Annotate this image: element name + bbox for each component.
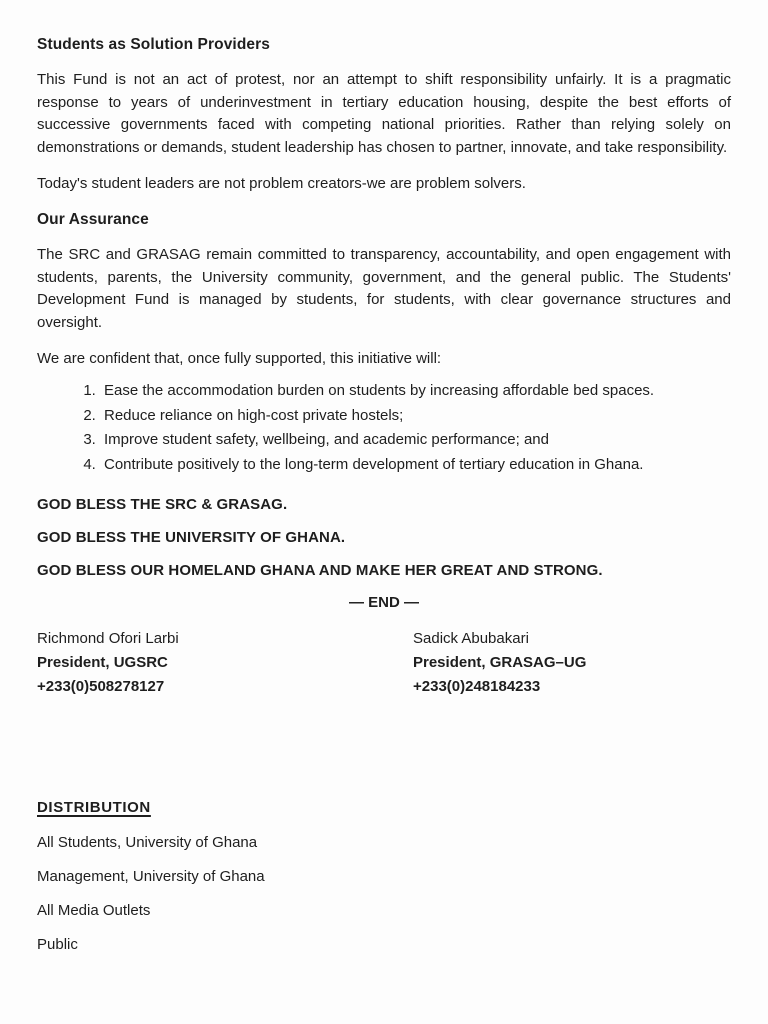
signatory-name: Richmond Ofori Larbi (37, 630, 179, 647)
distribution-item: All Students, University of Ghana (37, 834, 258, 851)
bless-line-university-of-ghana: GOD BLESS THE UNIVERSITY OF GHANA. (37, 529, 346, 546)
paragraph-initiative-intro: We are confident that, once fully supported, this initiative will: (37, 350, 442, 367)
paragraph-fund-not-protest: This Fund is not an act of protest, nor an attempt to shift responsibility unfairly. It is a pragmatic response to years of underinvestment in tertiary education housing, despite the best efforts of successive governments faced with competing national priorities. Rather than relying solely on demonstrations or demands, student leadership has chosen to partner, innovate, and take responsibility. (37, 71, 731, 156)
paragraph-problem-solvers: Today's student leaders are not problem creators-we are problem solvers. (37, 175, 526, 192)
signatory-phone: +233(0)248184233 (413, 678, 541, 695)
bless-line-src-grasag: GOD BLESS THE SRC & GRASAG. (37, 496, 288, 513)
distribution-section (37, 799, 731, 956)
paragraph-assurance: The SRC and GRASAG remain committed to transparency, accountability, and open engagement with students, parents, the University community, government, and the general public. The Students' Development Fund is managed by students, for students, with clear governance structures and oversight. (37, 246, 731, 331)
distribution-item: Public (37, 936, 78, 953)
signature-right (413, 627, 768, 699)
signature-left (37, 627, 413, 699)
distribution-item: All Media Outlets (37, 902, 151, 919)
list-item: 3. Improve student safety, wellbeing, and academic performance; and (100, 428, 731, 453)
list-item: 1. Ease the accommodation burden on students by increasing affordable bed spaces. (100, 379, 731, 404)
signature-block (37, 627, 731, 699)
initiative-benefits-list (37, 379, 731, 477)
distribution-heading: DISTRIBUTION (37, 799, 151, 816)
list-item: 4. Contribute positively to the long-term development of tertiary education in Ghana. (100, 453, 731, 478)
bless-line-homeland-ghana: GOD BLESS OUR HOMELAND GHANA AND MAKE HER GREAT AND STRONG. (37, 562, 603, 579)
section-heading-students-as-solution-providers: Students as Solution Providers (37, 36, 270, 53)
distribution-item: Management, University of Ghana (37, 868, 265, 885)
signatory-name: Sadick Abubakari (413, 630, 529, 647)
signatory-phone: +233(0)508278127 (37, 678, 165, 695)
list-item: 2. Reduce reliance on high-cost private hostels; (100, 404, 731, 429)
section-heading-our-assurance: Our Assurance (37, 211, 149, 228)
end-marker: — END — (348, 594, 419, 611)
signatory-title: President, GRASAG–UG (413, 654, 587, 671)
signatory-title: President, UGSRC (37, 654, 168, 671)
